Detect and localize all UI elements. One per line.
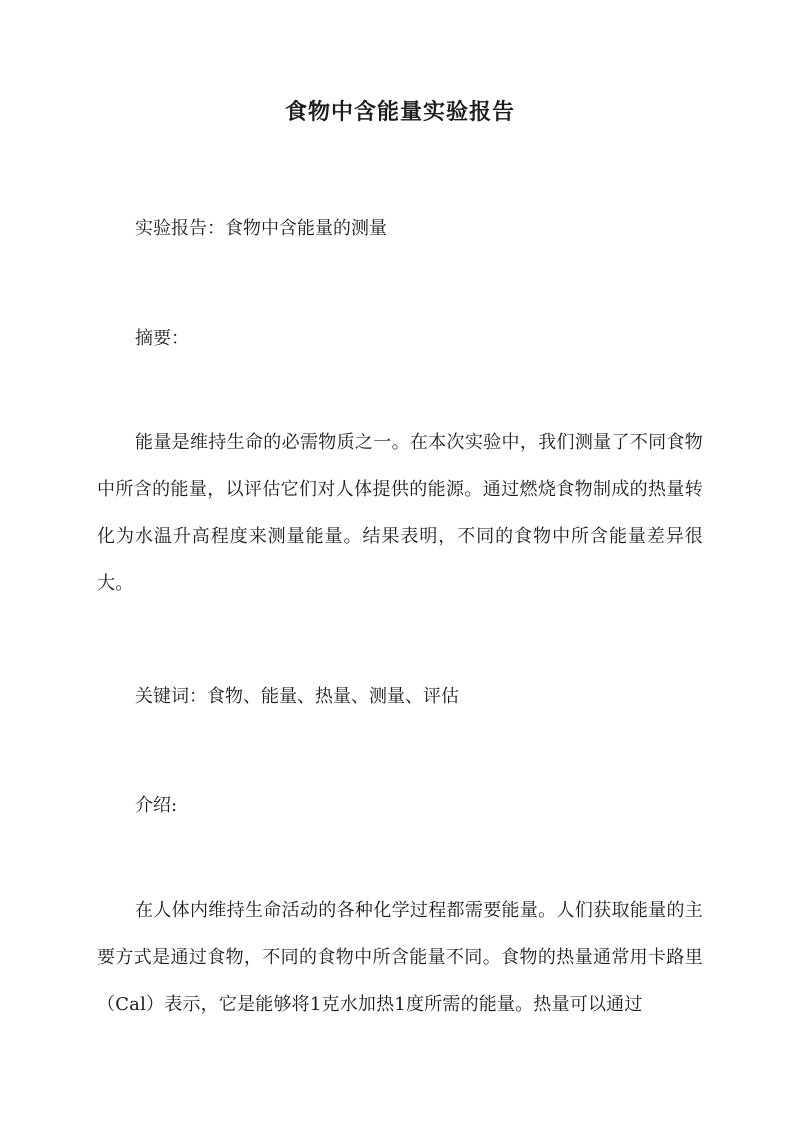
document-title: 食物中含能量实验报告 (284, 99, 515, 125)
abstract-paragraph: 能量是维持生命的必需物质之一。在本次实验中，我们测量了不同食物中所含的能量，以评估它们对人体提供的能源。通过燃烧食物制成的热量转化为水温升高程度来测量能量。结果表明，不同的食物中所含能量差异很大。 (97, 432, 703, 594)
abstract-heading: 摘要： (135, 328, 189, 349)
intro-paragraph: 在人体内维持生命活动的各种化学过程都需要能量。人们获取能量的主要方式是通过食物，不同的食物中所含能量不同。食物的热量通常用卡路里（Cal）表示，它是能够将1克水加热1度所需的能量。热量可以通过 (97, 900, 703, 1015)
keywords-line: 关键词：食物、能量、热量、测量、评估 (135, 686, 459, 707)
intro-heading: 介绍: (135, 795, 178, 816)
report-subtitle: 实验报告：食物中含能量的测量 (135, 218, 387, 239)
